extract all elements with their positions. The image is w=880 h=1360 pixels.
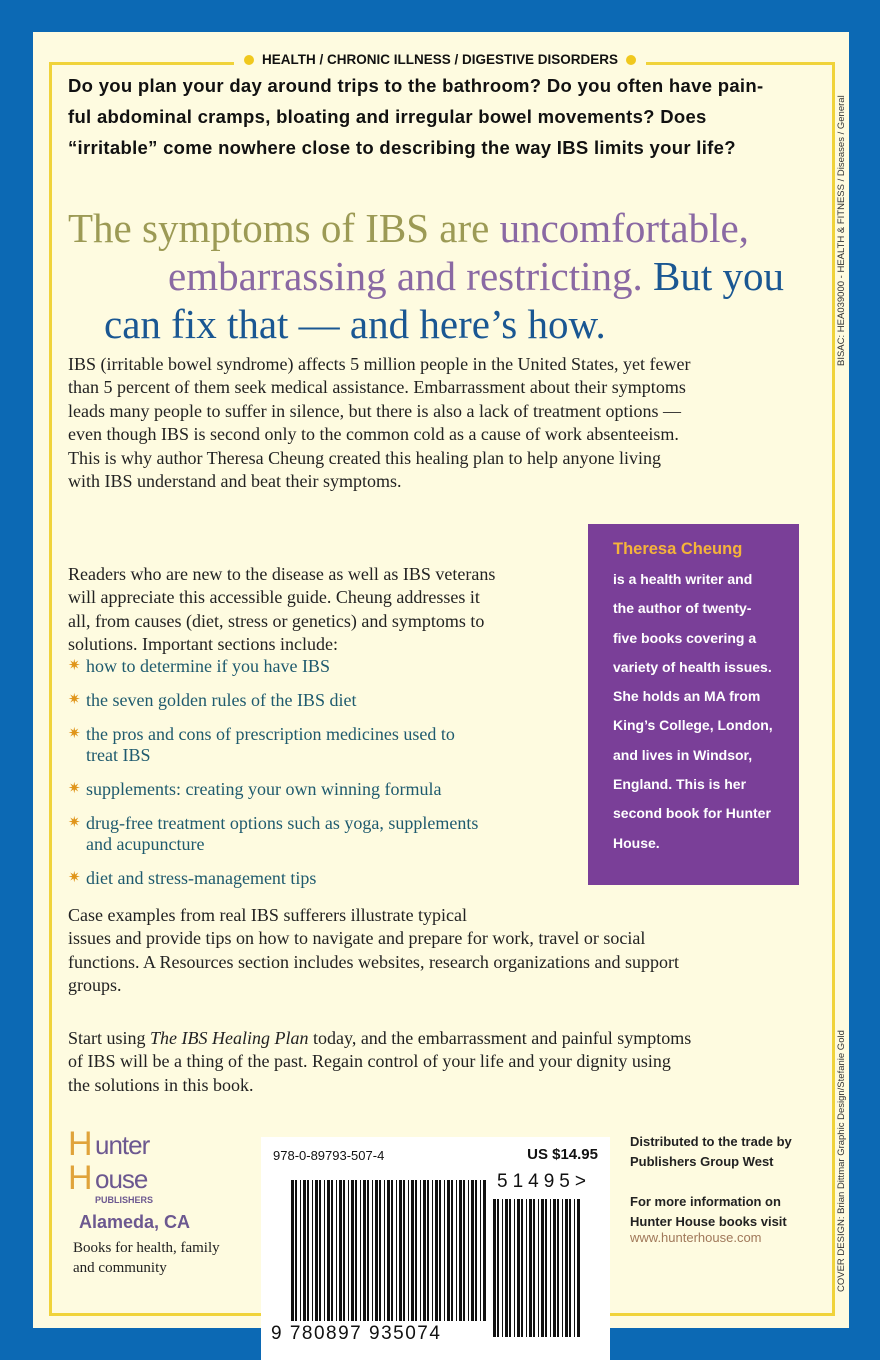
barcode-bar: [307, 1180, 309, 1321]
author-name: Theresa Cheung: [613, 540, 743, 558]
barcode-bar: [463, 1180, 465, 1321]
headline-line-1: [68, 205, 749, 252]
category-text: HEALTH / CHRONIC ILLNESS / DIGESTIVE DISORDERS: [261, 52, 619, 67]
barcode-bar: [351, 1180, 354, 1321]
intro-text: Do you plan your day around trips to the bathroom? Do you often have pain- ful abdominal cramps, bloating and irregular bowel movements? Does “irritable” come nowhere close to describing the way IBS limits your life?: [68, 75, 764, 158]
author-bio-box: [588, 524, 799, 885]
barcode-bar: [538, 1199, 539, 1337]
logo-sub: PUBLISHERS: [95, 1195, 154, 1205]
bisac-code: BISAC: HEA039000 - HEALTH & FITNESS / Diseases / General: [836, 89, 847, 372]
barcode-bar: [521, 1199, 523, 1337]
barcode-bar: [360, 1180, 361, 1321]
barcode-bar: [526, 1199, 527, 1337]
barcode-bar: [348, 1180, 349, 1321]
list-item-text: how to determine if you have IBS: [86, 656, 330, 676]
barcode-bar: [375, 1180, 378, 1321]
asterisk-icon: ✷: [68, 692, 81, 708]
barcode-bar: [319, 1180, 321, 1321]
barcode-box: [261, 1137, 610, 1360]
barcode-bar: [471, 1180, 474, 1321]
barcode-bar: [423, 1180, 426, 1321]
barcode-bar: [355, 1180, 357, 1321]
barcode-bar: [339, 1180, 342, 1321]
logo-letter: H: [68, 1125, 93, 1163]
barcode-bar: [483, 1180, 486, 1321]
paragraph-3: Case examples from real IBS sufferers illustrate typical issues and provide tips on how to navigate and prepare for work, travel or social functions. A Resources section includes websites, research organizations and support groups.: [68, 905, 680, 996]
asterisk-icon: ✷: [68, 815, 81, 831]
list-item: [68, 813, 478, 855]
barcode-bar: [363, 1180, 366, 1321]
paragraph-4-text: today, and the embarrassment and painful symptoms of IBS will be a thing of the past. Regain control of your life and your dignity using the solutions in this book.: [68, 1028, 692, 1095]
logo-word: unter: [95, 1130, 150, 1160]
list-item-text: the seven golden rules of the IBS diet: [86, 690, 357, 710]
barcode-bar: [384, 1180, 385, 1321]
barcode-bar: [303, 1180, 306, 1321]
barcode-bar: [533, 1199, 535, 1337]
list-item-text: diet and stress-management tips: [86, 868, 317, 888]
barcode-bar: [403, 1180, 405, 1321]
logo-word: ouse: [95, 1164, 148, 1194]
barcode-bar: [557, 1199, 559, 1337]
publisher-city: Alameda, CA: [79, 1212, 191, 1232]
barcode-bar: [336, 1180, 337, 1321]
barcode-bar: [569, 1199, 571, 1337]
barcode-bar: [493, 1199, 496, 1337]
cover-design-credit: COVER DESIGN: Brian Dittmar Graphic Design/Stefanie Gold: [836, 1024, 847, 1298]
barcode-number: 9 780897 935074: [271, 1323, 442, 1344]
barcode-bar: [509, 1199, 511, 1337]
barcode-bar: [295, 1180, 297, 1321]
asterisk-icon: ✷: [68, 726, 81, 742]
publisher-tagline: Books for health, family and community: [73, 1240, 220, 1276]
barcode-bar: [480, 1180, 481, 1321]
publisher-logo: [68, 1125, 203, 1208]
barcode-bar: [372, 1180, 373, 1321]
barcode-bar: [529, 1199, 532, 1337]
list-item-text: drug-free treatment options such as yoga, supplements and acupuncture: [86, 813, 479, 854]
barcode-bar: [399, 1180, 402, 1321]
barcode-addon: 51495>: [497, 1171, 591, 1192]
barcode-bar: [408, 1180, 409, 1321]
barcode-bar: [300, 1180, 301, 1321]
barcode-bar: [562, 1199, 563, 1337]
headline-line-2: [168, 253, 784, 300]
logo-letter: H: [68, 1159, 93, 1197]
headline-part: The symptoms of IBS are: [68, 205, 490, 251]
paragraph-4-text: Start using: [68, 1028, 151, 1048]
barcode-bar: [427, 1180, 429, 1321]
list-item-text: supplements: creating your own winning formula: [86, 779, 442, 799]
barcode-bar: [475, 1180, 477, 1321]
barcode-bar: [415, 1180, 417, 1321]
barcode-bar: [432, 1180, 433, 1321]
barcode-bar: [502, 1199, 503, 1337]
dot-icon: [626, 55, 636, 65]
list-item: [68, 724, 478, 766]
asterisk-icon: ✷: [68, 658, 81, 674]
barcode-bar: [291, 1180, 294, 1321]
barcode-bar: [396, 1180, 397, 1321]
headline-part: But you: [653, 253, 785, 299]
barcode-bar: [391, 1180, 393, 1321]
headline-part: embarrassing and restricting.: [168, 253, 643, 299]
list-item: [68, 868, 478, 889]
barcode-bar: [541, 1199, 544, 1337]
barcode-bar: [367, 1180, 369, 1321]
headline-part: uncomfortable,: [499, 205, 749, 251]
barcode-bar: [468, 1180, 469, 1321]
website-link[interactable]: www.hunterhouse.com: [630, 1230, 762, 1245]
barcode-bar: [447, 1180, 450, 1321]
barcode-bar: [435, 1180, 438, 1321]
barcode-bar: [324, 1180, 325, 1321]
distribution-info: Distributed to the trade by Publishers Group West For more information on Hunter House books visit: [630, 1134, 792, 1229]
barcode-bar: [497, 1199, 499, 1337]
author-bio-text: is a health writer and the author of twenty- five books covering a variety of health issues. She holds an MA from King’s College, London, and lives in Windsor, England. This is her second book for Hunter House.: [613, 571, 773, 851]
barcode-bar: [327, 1180, 330, 1321]
barcode-bar: [331, 1180, 333, 1321]
barcode-bar: [577, 1199, 580, 1337]
barcode-bar: [315, 1180, 318, 1321]
barcode-bar: [451, 1180, 453, 1321]
barcode-bar: [411, 1180, 414, 1321]
sections-list: [68, 656, 478, 902]
barcode-bar: [387, 1180, 390, 1321]
barcode-bar: [420, 1180, 421, 1321]
book-title: The IBS Healing Plan: [150, 1028, 309, 1048]
asterisk-icon: ✷: [68, 781, 81, 797]
isbn: 978-0-89793-507-4: [273, 1148, 385, 1163]
barcode-bar: [343, 1180, 345, 1321]
barcode-bar: [514, 1199, 515, 1337]
asterisk-icon: ✷: [68, 870, 81, 886]
barcode-bar: [312, 1180, 313, 1321]
list-item: [68, 656, 478, 677]
barcode-bar: [379, 1180, 381, 1321]
barcode-bar: [545, 1199, 547, 1337]
list-item: [68, 690, 478, 711]
barcode-bar: [439, 1180, 441, 1321]
price: US $14.95: [527, 1146, 598, 1163]
barcode-bar: [444, 1180, 445, 1321]
paragraph-4: [68, 1027, 691, 1097]
dot-icon: [244, 55, 254, 65]
headline-line-3: can fix that — and here’s how.: [104, 301, 606, 347]
barcode-bar: [574, 1199, 575, 1337]
barcode-bar: [565, 1199, 568, 1337]
barcode-bar: [517, 1199, 520, 1337]
barcode-bar: [550, 1199, 551, 1337]
barcode-bar: [456, 1180, 457, 1321]
category-label: [0, 52, 880, 67]
list-item: [68, 779, 478, 800]
paragraph-1: IBS (irritable bowel syndrome) affects 5 million people in the United States, yet fewer than 5 percent of them seek medical assistance. Embarrassment about their symptoms leads many people to suffer in silence, but there is also a lack of treatment options — even though IBS is second only to the common cold as a cause of work absenteeism. This is why author Theresa Cheung created this healing plan to help anyone living with IBS understand and beat their symptoms.: [68, 354, 691, 492]
list-item-text: the pros and cons of prescription medicines used to treat IBS: [86, 724, 455, 765]
barcode-bar: [553, 1199, 556, 1337]
paragraph-2: Readers who are new to the disease as well as IBS veterans will appreciate this accessible guide. Cheung addresses it all, from causes (diet, stress or genetics) and symptoms to solutions. Important sections include:: [68, 564, 496, 655]
barcode-bar: [459, 1180, 462, 1321]
barcode-bar: [505, 1199, 508, 1337]
